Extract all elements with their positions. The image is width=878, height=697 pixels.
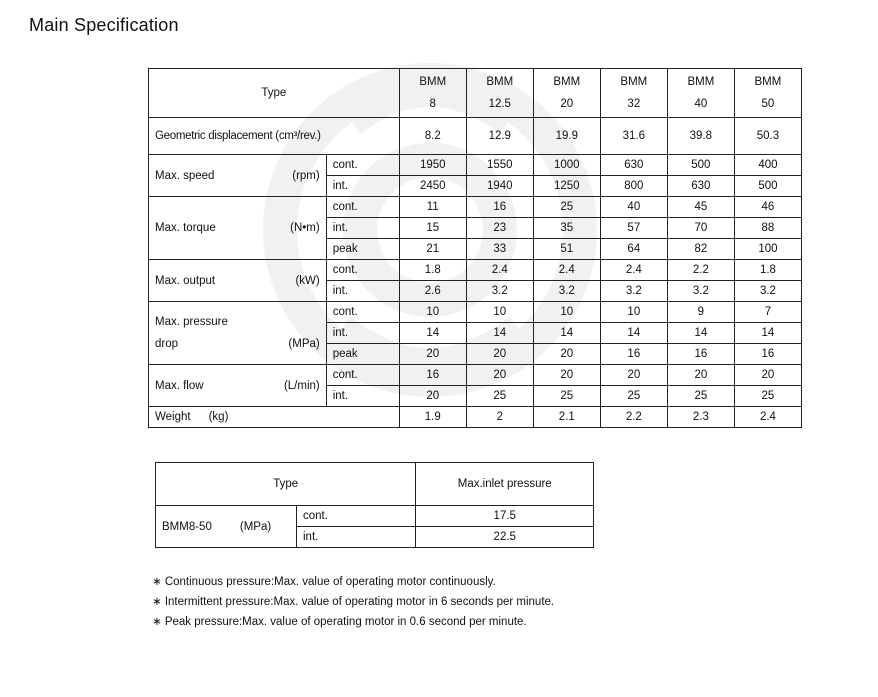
header-row <box>149 69 802 118</box>
value-cell: 14 <box>466 323 533 344</box>
value-cell: 16 <box>466 197 533 218</box>
value-cell: 40 <box>600 197 667 218</box>
parameter-unit: (kg) <box>208 411 229 423</box>
value-cell: 25 <box>533 197 600 218</box>
model-header <box>600 69 667 118</box>
value-cell: 500 <box>734 176 801 197</box>
value-cell: 23 <box>466 218 533 239</box>
model-header <box>734 69 801 118</box>
model-series: BMM <box>419 76 447 88</box>
torque-label <box>149 197 327 260</box>
value-cell: 57 <box>600 218 667 239</box>
value-cell: 2.2 <box>600 407 667 428</box>
value-cell: 88 <box>734 218 801 239</box>
value-cell: 800 <box>600 176 667 197</box>
type-header: Type <box>149 69 400 118</box>
model-series: BMM <box>620 76 648 88</box>
condition-label: cont. <box>326 302 399 323</box>
value-cell: 2.4 <box>533 260 600 281</box>
model-header <box>667 69 734 118</box>
value-cell: 20 <box>667 365 734 386</box>
value-cell: 46 <box>734 197 801 218</box>
value-cell: 500 <box>667 155 734 176</box>
model-series: BMM <box>754 76 782 88</box>
speed-label <box>149 155 327 197</box>
value-cell: 25 <box>600 386 667 407</box>
value-cell: 20 <box>533 344 600 365</box>
value-cell: 3.2 <box>533 281 600 302</box>
value-cell: 25 <box>533 386 600 407</box>
value-cell: 14 <box>533 323 600 344</box>
condition-label: int. <box>297 527 416 548</box>
value-cell: 2.4 <box>600 260 667 281</box>
inlet-pressure-header: Max.inlet pressure <box>416 463 594 506</box>
condition-label: peak <box>326 344 399 365</box>
value-cell: 15 <box>399 218 466 239</box>
condition-label: cont. <box>326 260 399 281</box>
parameter-unit: (MPa) <box>239 520 272 533</box>
value-cell: 25 <box>734 386 801 407</box>
value-cell: 31.6 <box>600 118 667 155</box>
parameter-unit: (kW) <box>295 274 320 287</box>
value-cell: 20 <box>734 365 801 386</box>
value-cell: 33 <box>466 239 533 260</box>
value-cell: 20 <box>399 344 466 365</box>
flow-label-text <box>155 380 320 392</box>
value-cell: 16 <box>399 365 466 386</box>
flow-row <box>149 365 802 386</box>
inlet-model-label <box>156 506 297 548</box>
parameter-name: Max. speed <box>155 169 215 182</box>
parameter-name: drop <box>155 338 179 350</box>
value-cell: 11 <box>399 197 466 218</box>
parameter-name: Max. flow <box>155 379 204 392</box>
value-cell: 1.8 <box>734 260 801 281</box>
main-spec-table <box>148 68 802 428</box>
value-cell: 25 <box>667 386 734 407</box>
model-series: BMM <box>687 76 715 88</box>
condition-label: int. <box>326 281 399 302</box>
value-cell: 39.8 <box>667 118 734 155</box>
value-cell: 20 <box>399 386 466 407</box>
model-header <box>399 69 466 118</box>
displacement-row <box>149 118 802 155</box>
value-cell: 400 <box>734 155 801 176</box>
footnotes <box>152 572 554 632</box>
parameter-unit: (MPa) <box>288 338 320 350</box>
value-cell: 3.2 <box>466 281 533 302</box>
pressure-label <box>149 302 327 365</box>
inlet-header-row <box>156 463 594 506</box>
inlet-type-header: Type <box>156 463 416 506</box>
model-name: BMM8-50 <box>162 520 212 533</box>
value-cell: 14 <box>734 323 801 344</box>
value-cell: 22.5 <box>416 527 594 548</box>
value-cell: 20 <box>533 365 600 386</box>
model-size: 32 <box>627 98 641 110</box>
inlet-pressure-table <box>155 462 594 548</box>
value-cell: 20 <box>600 365 667 386</box>
value-cell: 1940 <box>466 176 533 197</box>
parameter-name-line2 <box>155 333 320 355</box>
parameter-name: Weight <box>155 411 191 423</box>
value-cell: 3.2 <box>667 281 734 302</box>
condition-label: int. <box>326 218 399 239</box>
model-header <box>533 69 600 118</box>
page-title: Main Specification <box>29 15 179 35</box>
footnote: ∗ Continuous pressure:Max. value of operating motor continuously. <box>152 576 496 588</box>
weight-label <box>149 407 400 428</box>
value-cell: 17.5 <box>416 506 594 527</box>
condition-label: int. <box>326 176 399 197</box>
value-cell: 12.9 <box>466 118 533 155</box>
value-cell: 19.9 <box>533 118 600 155</box>
value-cell: 14 <box>667 323 734 344</box>
parameter-unit: (rpm) <box>292 169 320 182</box>
model-series: BMM <box>553 76 581 88</box>
torque-row <box>149 197 802 218</box>
model-size: 50 <box>761 98 775 110</box>
value-cell: 16 <box>667 344 734 365</box>
condition-label: cont. <box>326 197 399 218</box>
value-cell: 7 <box>734 302 801 323</box>
footnote: ∗ Intermittent pressure:Max. value of operating motor in 6 seconds per minute. <box>152 596 555 608</box>
condition-label: int. <box>326 386 399 407</box>
parameter-unit: (L/min) <box>283 379 320 392</box>
pressure-row <box>149 302 802 323</box>
condition-label: cont. <box>297 506 416 527</box>
value-cell: 100 <box>734 239 801 260</box>
value-cell: 3.2 <box>600 281 667 302</box>
value-cell: 82 <box>667 239 734 260</box>
value-cell: 2.2 <box>667 260 734 281</box>
value-cell: 64 <box>600 239 667 260</box>
value-cell: 1550 <box>466 155 533 176</box>
weight-row <box>149 407 802 428</box>
value-cell: 25 <box>466 386 533 407</box>
value-cell: 2.1 <box>533 407 600 428</box>
flow-label <box>149 365 327 407</box>
model-size: 40 <box>694 98 708 110</box>
parameter-unit: (N•m) <box>290 222 320 234</box>
value-cell: 2.4 <box>466 260 533 281</box>
footnote: ∗ Peak pressure:Max. value of operating motor in 0.6 second per minute. <box>152 616 527 628</box>
torque-label-text <box>155 222 320 234</box>
value-cell: 1.8 <box>399 260 466 281</box>
value-cell: 10 <box>466 302 533 323</box>
value-cell: 630 <box>667 176 734 197</box>
value-cell: 14 <box>600 323 667 344</box>
model-series: BMM <box>486 76 514 88</box>
value-cell: 14 <box>399 323 466 344</box>
inlet-row <box>156 506 594 527</box>
value-cell: 70 <box>667 218 734 239</box>
value-cell: 630 <box>600 155 667 176</box>
value-cell: 51 <box>533 239 600 260</box>
condition-label: peak <box>326 239 399 260</box>
model-size: 12.5 <box>488 98 511 110</box>
value-cell: 2450 <box>399 176 466 197</box>
value-cell: 1950 <box>399 155 466 176</box>
value-cell: 2 <box>466 407 533 428</box>
value-cell: 20 <box>466 344 533 365</box>
speed-row <box>149 155 802 176</box>
condition-label: int. <box>326 323 399 344</box>
value-cell: 21 <box>399 239 466 260</box>
condition-label: cont. <box>326 155 399 176</box>
value-cell: 2.4 <box>734 407 801 428</box>
value-cell: 45 <box>667 197 734 218</box>
displacement-label: Geometric displacement (cm³/rev.) <box>149 118 400 155</box>
value-cell: 10 <box>533 302 600 323</box>
value-cell: 2.3 <box>667 407 734 428</box>
speed-label-text <box>155 170 320 182</box>
condition-label: cont. <box>326 365 399 386</box>
value-cell: 16 <box>734 344 801 365</box>
model-size: 8 <box>429 98 436 110</box>
output-row <box>149 260 802 281</box>
value-cell: 1.9 <box>399 407 466 428</box>
value-cell: 3.2 <box>734 281 801 302</box>
value-cell: 16 <box>600 344 667 365</box>
value-cell: 8.2 <box>399 118 466 155</box>
value-cell: 50.3 <box>734 118 801 155</box>
parameter-name: Max. pressure <box>155 316 228 328</box>
output-label <box>149 260 327 302</box>
value-cell: 1250 <box>533 176 600 197</box>
output-label-text <box>155 275 320 287</box>
value-cell: 1000 <box>533 155 600 176</box>
model-header <box>466 69 533 118</box>
value-cell: 10 <box>399 302 466 323</box>
value-cell: 2.6 <box>399 281 466 302</box>
value-cell: 10 <box>600 302 667 323</box>
value-cell: 35 <box>533 218 600 239</box>
value-cell: 20 <box>466 365 533 386</box>
parameter-name: Max. torque <box>155 222 216 234</box>
model-size: 20 <box>560 98 574 110</box>
parameter-name: Max. output <box>155 274 216 287</box>
value-cell: 9 <box>667 302 734 323</box>
